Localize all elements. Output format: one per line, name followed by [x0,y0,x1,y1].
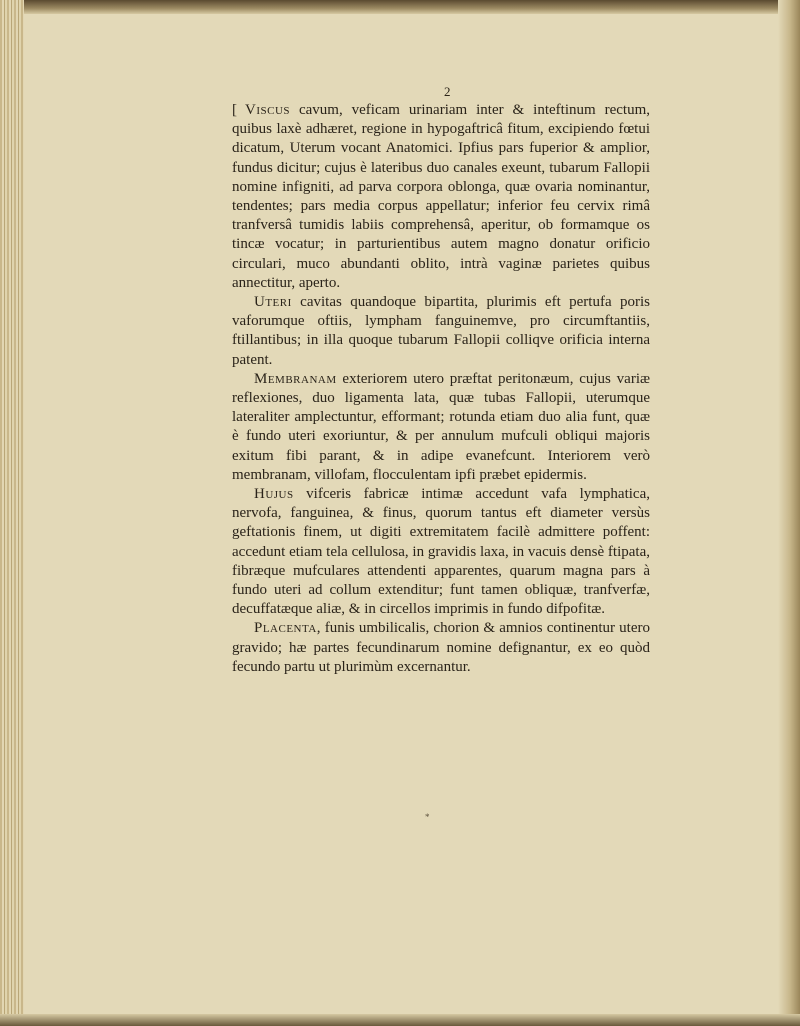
lead-word: Hujus [254,486,294,503]
paragraph-text: cavitas quandoque bipartita, plurimis eft pertufa poris vaforumque oftiis, lympham fanguinemve, pro circumftantiis, ftillantibus; in illa quoque tubarum Fallopii colliqve orificia interna patent. [232,294,650,368]
paragraph-text: vifceris fabricæ intimæ accedunt vafa lymphatica, nervofa, fanguinea, & finus, quorum tantus eft diameter versùs geftationis finem, ut digiti extremitatem facilè admittere poffent: accedunt etiam tela cellulosa, in gravidis laxa, in vacuis densè ftipata, fibræque mufculares attendenti apparentes, quarum magna pars à fundo uteri ad collum extenditur; funt tamen obliquæ, tranfverfæ, decuffatæque aliæ, & in circellos imprimis in fundo difpofitæ. [232,486,650,618]
page-gutter [0,0,24,1026]
lead-word: Viscus [245,102,291,118]
opening-bracket: [ [232,102,237,118]
paragraph-text: , funis umbilicalis, chorion & amnios continentur utero gravido; hæ partes fecundinarum nomine defignantur, ex eo quòd fecundo partu ut plurimùm excernantur. [232,620,650,675]
lead-word: Membranam [254,370,337,387]
signature-mark: * [425,812,430,822]
paragraph [232,485,650,619]
paragraph-text: cavum, veficam urinariam inter & inteftinum rectum, quibus laxè adhæret, regione in hypogaftricâ fitum, excipiendo fœtui dicatum, Uterum vocant Anatomici. Ipfius pars fuperior & amplior, fundus dicitur; cujus è lateribus duo canales exeunt, tubarum Fallopii nomine infigniti, ad parva corpora oblonga, quæ ovaria nominantur, tendentes; pars media corpus appellatur; inferior feu cervix rimâ tranfversâ tumidis labiis comprehensâ, aperitur, ob formamque os tincæ vocatur; in parturientibus autem magno donatur orificio circulari, muco abundanti oblito, intrà vaginæ parietes quibus annectitur, aperto. [232,102,650,291]
paragraph [232,619,650,677]
lead-word: Placenta [254,620,317,637]
paragraph [232,370,650,485]
paragraph [232,101,650,293]
paragraph-text: exteriorem utero præftat peritonæum, cujus variæ reflexiones, duo ligamenta lata, quæ tubas Fallopii, uterumque lateraliter amplectuntur, efformant; rotunda etiam duo alia funt, quæ è fundo uteri exoriuntur, & per annulum mufculi obliqui majoris exitum fibi parant, & in adipe evanefcunt. Interiorem verò membranam, villofam, flocculentam ipfi præbet epidermis. [232,370,650,483]
body-text [232,101,650,677]
page-number: 2 [444,84,451,99]
paragraph [232,293,650,370]
lead-word: Uteri [254,294,292,311]
page-bottom-edge [0,1014,800,1026]
page-right-edge [778,0,800,1026]
page-top-edge [0,0,800,14]
